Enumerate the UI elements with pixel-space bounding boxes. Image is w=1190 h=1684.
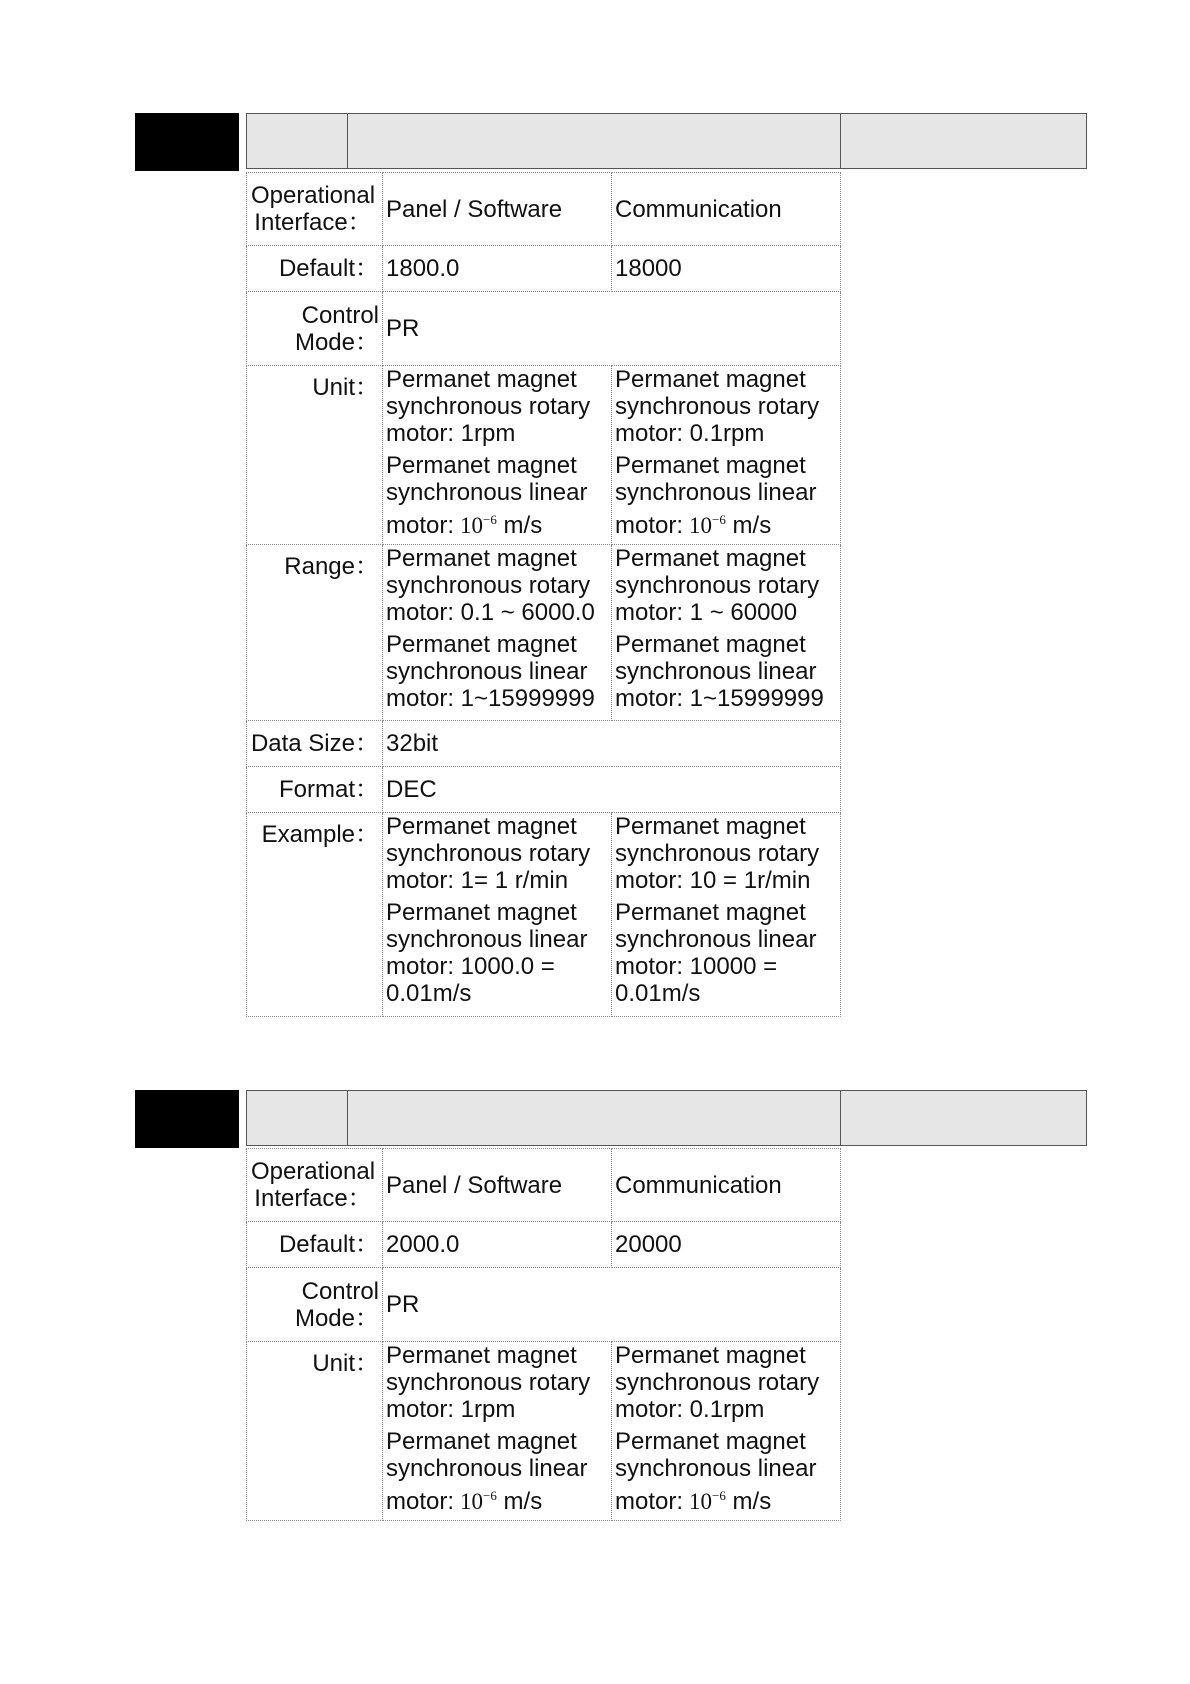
parameter-spec-table bbox=[246, 172, 841, 1017]
unit-comm-cell bbox=[612, 366, 841, 545]
data-size-value: 32bit bbox=[383, 721, 841, 767]
header-cell-address bbox=[247, 114, 348, 168]
format-value: DEC bbox=[383, 767, 841, 813]
default-comm-value: 18000 bbox=[612, 246, 841, 292]
header-cell-ref bbox=[841, 1091, 1086, 1145]
default-panel-value: 2000.0 bbox=[383, 1222, 612, 1268]
scientific-notation: $10^{-6}$ bbox=[460, 512, 497, 538]
parameter-header-bar bbox=[246, 1090, 1087, 1146]
operational-interface-label: Operational Interface： bbox=[247, 1149, 383, 1222]
row-unit bbox=[247, 1342, 841, 1521]
format-label: Format： bbox=[247, 767, 383, 813]
unit-panel-linear: Permanet magnet synchronous linear motor: $10^{-6}$ m/s bbox=[386, 452, 588, 539]
range-panel-cell bbox=[383, 545, 612, 721]
unit-comm-linear: Permanet magnet synchronous linear motor: $10^{-6}$ m/s bbox=[615, 452, 817, 539]
range-comm-linear: Permanet magnet synchronous linear motor: 1~15999999 bbox=[615, 631, 824, 712]
unit-comm-cell bbox=[612, 1342, 841, 1521]
row-example bbox=[247, 813, 841, 1017]
row-operational-interface bbox=[247, 173, 841, 246]
row-format bbox=[247, 767, 841, 813]
example-comm-cell bbox=[612, 813, 841, 1017]
header-cell-name bbox=[348, 114, 841, 168]
communication-header: Communication bbox=[612, 173, 841, 246]
range-comm-cell bbox=[612, 545, 841, 721]
range-comm-rotary: Permanet magnet synchronous rotary motor: 1 ~ 60000 bbox=[615, 545, 820, 626]
scientific-notation: $10^{-6}$ bbox=[689, 1488, 726, 1514]
row-operational-interface bbox=[247, 1149, 841, 1222]
row-control-mode bbox=[247, 1268, 841, 1342]
range-label: Range： bbox=[247, 545, 383, 721]
unit-label: Unit： bbox=[247, 1342, 383, 1521]
row-range bbox=[247, 545, 841, 721]
range-panel-linear: Permanet magnet synchronous linear motor: 1~15999999 bbox=[386, 631, 595, 712]
header-cell-name bbox=[348, 1091, 841, 1145]
operational-interface-label: Operational Interface： bbox=[247, 173, 383, 246]
default-label: Default： bbox=[247, 1222, 383, 1268]
data-size-label: Data Size： bbox=[247, 721, 383, 767]
scientific-notation: $10^{-6}$ bbox=[689, 512, 726, 538]
panel-software-header: Panel / Software bbox=[383, 1149, 612, 1222]
parameter-id-tab bbox=[135, 1090, 239, 1148]
unit-panel-cell bbox=[383, 1342, 612, 1521]
example-panel-rotary: Permanet magnet synchronous rotary motor: 1= 1 r/min bbox=[386, 813, 591, 894]
row-default bbox=[247, 246, 841, 292]
communication-header: Communication bbox=[612, 1149, 841, 1222]
parameter-header-bar bbox=[246, 113, 1087, 169]
unit-panel-linear: Permanet magnet synchronous linear motor: $10^{-6}$ m/s bbox=[386, 1428, 588, 1515]
row-data-size bbox=[247, 721, 841, 767]
control-mode-label: Control Mode： bbox=[247, 1268, 383, 1342]
parameter-id-tab bbox=[135, 113, 239, 171]
control-mode-value: PR bbox=[383, 1268, 841, 1342]
default-comm-value: 20000 bbox=[612, 1222, 841, 1268]
unit-comm-rotary: Permanet magnet synchronous rotary motor: 0.1rpm bbox=[615, 366, 820, 447]
scientific-notation: $10^{-6}$ bbox=[460, 1488, 497, 1514]
default-label: Default： bbox=[247, 246, 383, 292]
unit-label: Unit： bbox=[247, 366, 383, 545]
row-control-mode bbox=[247, 292, 841, 366]
parameter-spec-table bbox=[246, 1148, 841, 1521]
unit-panel-rotary: Permanet magnet synchronous rotary motor: 1rpm bbox=[386, 366, 591, 447]
row-unit bbox=[247, 366, 841, 545]
example-comm-linear: Permanet magnet synchronous linear motor: 10000 = 0.01m/s bbox=[615, 899, 817, 1007]
unit-comm-linear: Permanet magnet synchronous linear motor: $10^{-6}$ m/s bbox=[615, 1428, 817, 1515]
unit-panel-rotary: Permanet magnet synchronous rotary motor: 1rpm bbox=[386, 1342, 591, 1423]
control-mode-value: PR bbox=[383, 292, 841, 366]
range-panel-rotary: Permanet magnet synchronous rotary motor: 0.1 ~ 6000.0 bbox=[386, 545, 595, 626]
panel-software-header: Panel / Software bbox=[383, 173, 612, 246]
example-panel-cell bbox=[383, 813, 612, 1017]
control-mode-label: Control Mode： bbox=[247, 292, 383, 366]
example-comm-rotary: Permanet magnet synchronous rotary motor: 10 = 1r/min bbox=[615, 813, 820, 894]
example-panel-linear: Permanet magnet synchronous linear motor: 1000.0 = 0.01m/s bbox=[386, 899, 588, 1007]
row-default bbox=[247, 1222, 841, 1268]
unit-comm-rotary: Permanet magnet synchronous rotary motor: 0.1rpm bbox=[615, 1342, 820, 1423]
header-cell-ref bbox=[841, 114, 1086, 168]
example-label: Example： bbox=[247, 813, 383, 1017]
header-cell-address bbox=[247, 1091, 348, 1145]
unit-panel-cell bbox=[383, 366, 612, 545]
default-panel-value: 1800.0 bbox=[383, 246, 612, 292]
